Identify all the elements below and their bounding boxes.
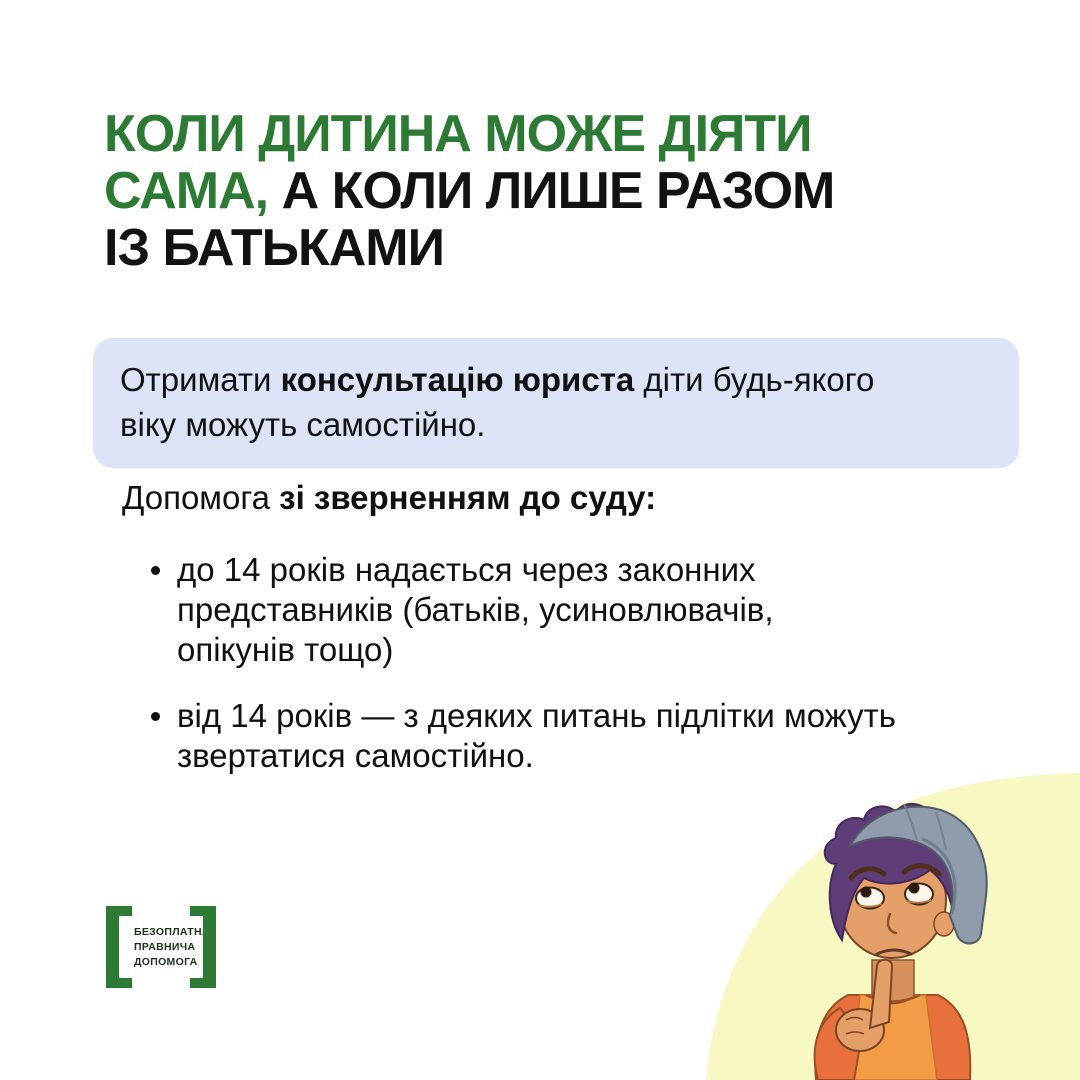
title-line-1 — [104, 106, 1004, 163]
info-text: діти будь-якого віку можуть самостійно. — [120, 361, 875, 443]
list-item — [177, 696, 977, 776]
bullet-dot-icon — [151, 712, 160, 721]
bullet-list — [177, 550, 977, 802]
page-title — [104, 106, 1004, 277]
title-line-2 — [104, 163, 1004, 220]
list-item-text: від 14 років — з деяких питань підлітки можуть звертатися самостійно. — [177, 697, 896, 774]
thinking-boy-illustration — [700, 768, 1080, 1080]
logo-text-line: ПРАВНИЧА — [134, 941, 196, 953]
logo-text-line: ДОПОМОГА — [134, 956, 198, 968]
list-item — [177, 550, 857, 670]
info-highlight-box — [93, 338, 1019, 468]
legal-aid-logo — [106, 906, 216, 988]
section-heading — [122, 478, 1002, 518]
thinking-boy-svg — [700, 768, 1080, 1080]
section-heading-bold: зі зверненням до суду: — [279, 479, 657, 516]
info-text-bold: консультацію юриста — [280, 361, 635, 398]
bullet-dot-icon — [151, 566, 160, 575]
info-text: Отримати — [120, 361, 281, 398]
right-bracket-icon — [190, 906, 216, 988]
title-line-3 — [104, 220, 1004, 277]
section-heading-text: Допомога — [122, 479, 280, 516]
list-item-text: до 14 років надається через законних представників (батьків, усиновлювачів, опікунів тощо) — [177, 551, 774, 668]
title-green-text: САМА, — [104, 162, 269, 220]
title-green-text: КОЛИ ДИТИНА МОЖЕ ДІЯТИ — [104, 105, 812, 163]
title-dark-text: А КОЛИ ЛИШЕ РАЗОМ — [268, 162, 835, 220]
logo-text-line: БЕЗОПЛАТНА — [134, 926, 210, 938]
title-dark-text: ІЗ БАТЬКАМИ — [104, 219, 444, 277]
left-bracket-icon — [106, 906, 132, 988]
